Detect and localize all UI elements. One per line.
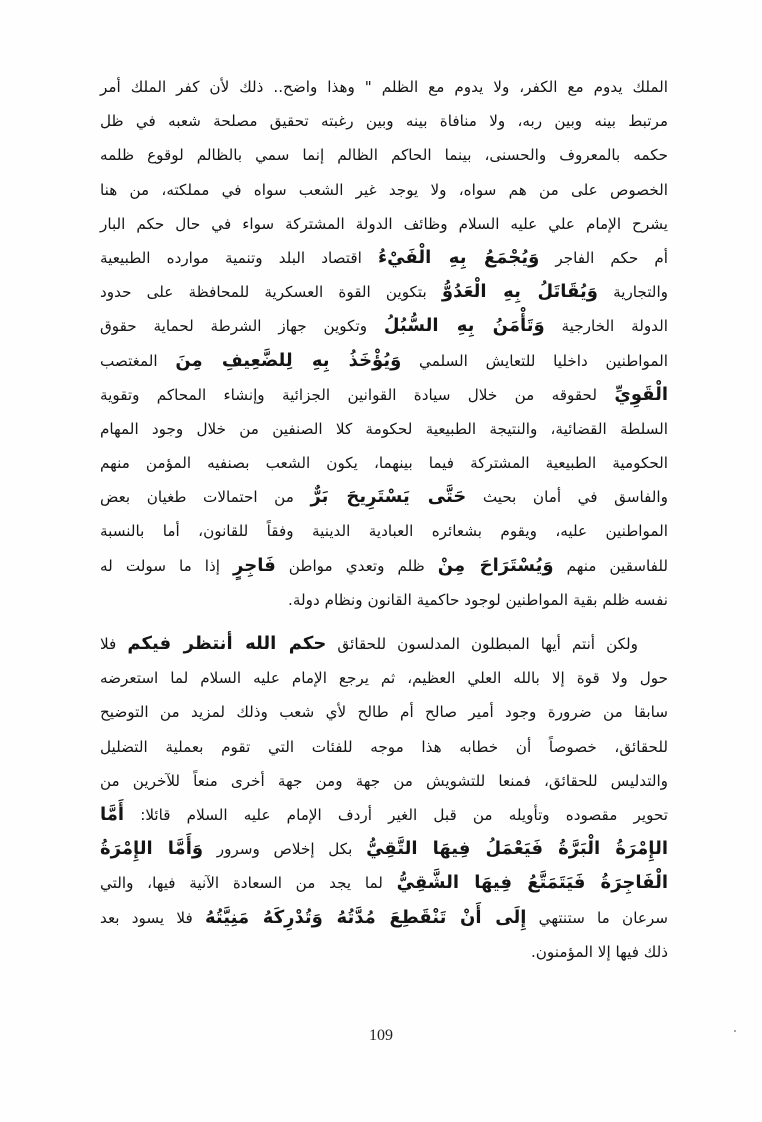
- quoted-text: أَمَّا: [100, 803, 125, 825]
- paragraph: [100, 70, 668, 617]
- text-line: [100, 549, 668, 583]
- quoted-text: وَيُسْتَرَاحَ مِنْ: [437, 554, 554, 576]
- quoted-text: وَيُجْمَعُ بِهِ الْفَيْءُ: [377, 246, 540, 268]
- text-line: [100, 412, 668, 446]
- text-line: [100, 378, 668, 412]
- body-text-run: والتدليس للحقائق، فمنعا للتشويش من جهة ومن جهة أخرى منعاً للآخرين من: [100, 771, 668, 790]
- text-line: [100, 480, 668, 514]
- body-text-run: سابقا من ضرورة وجود أمير صالح أم طالح لأي شعب وذلك لمزيد من التوضيح: [100, 703, 668, 722]
- body-text-run: المواطنين داخليا للتعايش السلمي: [401, 351, 668, 370]
- text-line: [100, 627, 668, 661]
- body-text-run: مرتبط بينه وبين ربه، ولا منافاة بينه وبين رغبته تحقيق مصلحة شعبه في ظل: [100, 112, 668, 131]
- quoted-text: الْقَوِيِّ: [614, 383, 668, 405]
- scan-speck: [734, 1030, 736, 1032]
- body-text-run: حكمه بالمعروف والحسنى، بينما الحاكم الظالم إنما سمي بالظالم لوقوع ظلمه: [100, 146, 668, 165]
- body-text-run: لحقوقه من خلال سيادة القوانين الجزائية وإنشاء المحاكم وتقوية: [100, 385, 615, 404]
- body-text-run: حول ولا قوة إلا بالله العلي العظيم، ثم يرجع الإمام عليه السلام لما استعرضه: [100, 669, 668, 688]
- body-text-run: بتكوين القوة العسكرية للمحافظة على حدود: [100, 283, 442, 302]
- body-text-run: السلطة القضائية، والنتيجة الطبيعية لحكومة كلا الصنفين من خلال وجود المهام: [100, 419, 668, 438]
- quoted-text: حَتَّى يَسْتَرِيحَ بَرٌّ: [310, 486, 467, 508]
- text-line: [100, 832, 668, 866]
- text-line: [100, 695, 668, 729]
- body-text-run: أم حكم الفاجر: [539, 248, 668, 267]
- text-line: [100, 275, 668, 309]
- body-text-run: إذا ما سولت له: [100, 556, 234, 575]
- quoted-text: إِلَى أَنْ تَنْقَطِعَ مُدَّتُهُ وَتُدْرِكَهُ مَنِيَّتُهُ: [204, 906, 527, 928]
- body-text-run: فلا يسود بعد: [100, 908, 205, 927]
- body-text-run: المغتصب: [100, 351, 176, 370]
- body-text-run: سرعان ما ستنتهي: [526, 908, 668, 927]
- body-text-run: لما يجد من السعادة الآنية فيها، والتي: [100, 874, 397, 893]
- text-line: [100, 309, 668, 343]
- quoted-text: وَتَأْمَنُ بِهِ السُّبُلُ: [383, 315, 545, 337]
- body-text-run: من احتمالات طغيان بعض: [100, 488, 311, 507]
- quoted-text: الْفَاجِرَةُ فَيَتَمَتَّعُ فِيهَا الشَّقِيُّ: [396, 872, 668, 894]
- body-text-run: الدولة الخارجية: [544, 317, 668, 336]
- quoted-text: وَيُقَاتَلُ بِهِ الْعَدُوُّ: [441, 281, 598, 303]
- text-line: [100, 764, 668, 798]
- body-text-run: للحقائق، خصوصاً أن خطابه هذا موجه للفئات التي تقوم بعملية التضليل: [100, 737, 668, 756]
- text-line: [100, 173, 668, 207]
- text-line: [100, 866, 668, 900]
- body-text-run: الخصوص على من هم سواه، ولا يوجد غير الشعب سواه في مملكته، من هنا: [100, 180, 668, 199]
- body-text-run: تحوير مقصوده وتأويله من قبل الغير أردف الإمام عليه السلام قائلا:: [124, 805, 668, 824]
- quoted-text: فَاجِرٍ: [233, 554, 276, 576]
- text-line: [100, 730, 668, 764]
- text-line: [100, 104, 668, 138]
- paragraph: [100, 627, 668, 969]
- quoted-text: وَأَمَّا الإِمْرَةُ: [100, 838, 204, 860]
- text-line: [100, 514, 668, 548]
- text-line: [100, 583, 668, 617]
- body-text-run: الملك يدوم مع الكفر، ولا يدوم مع الظلم " وهذا واضح.. ذلك لأن كفر الملك أمر: [100, 78, 668, 96]
- body-text-run: اقتصاد البلد وتنمية موارده الطبيعية: [100, 248, 378, 267]
- body-text: [100, 70, 668, 969]
- body-text-run: الحكومية الطبيعية المشتركة فيما بينهما، يكون الشعب بصنفيه المؤمن منهم: [100, 454, 668, 473]
- text-line: [100, 70, 668, 104]
- paragraph-gap: [100, 617, 668, 627]
- body-text-run: يشرح الإمام علي عليه السلام وظائف الدولة المشتركة سواء في حال حكم البار: [100, 214, 668, 233]
- text-line: [100, 798, 668, 832]
- body-text-run: والتجارية: [597, 283, 668, 302]
- quoted-text: الإِمْرَةُ الْبَرَّةُ فَيَعْمَلُ فِيهَا التَّقِيُّ: [366, 838, 668, 860]
- text-line: [100, 661, 668, 695]
- body-text-run: بكل إخلاص وسرور: [203, 840, 367, 859]
- quoted-text: حكم الله أنتظر فيكم: [127, 633, 327, 654]
- body-text-run: والفاسق في أمان بحيث: [466, 488, 668, 507]
- text-line: [100, 901, 668, 935]
- text-line: [100, 935, 668, 969]
- body-text-run: للفاسقين منهم: [553, 556, 668, 575]
- body-text-run: فلا: [100, 635, 128, 653]
- text-line: [100, 207, 668, 241]
- text-line: [100, 344, 668, 378]
- body-text-run: ظلم وتعدي مواطن: [275, 556, 438, 575]
- body-text-run: المواطنين عليه، ويقوم بشعائره العبادية الدينية وفقاً للقانون، أما بالنسبة: [100, 522, 668, 541]
- text-line: [100, 446, 668, 480]
- text-line: [100, 241, 668, 275]
- quoted-text: وَيُؤْخَذُ بِهِ لِلضَّعِيفِ مِنَ: [175, 349, 402, 371]
- body-text-run: نفسه ظلم بقية المواطنين لوجود حاكمية القانون ونظام دولة.: [288, 590, 668, 609]
- body-text-run: ولكن أنتم أيها المبطلون المدلسون للحقائق: [326, 635, 638, 653]
- text-line: [100, 138, 668, 172]
- page-number: 109: [369, 1027, 393, 1044]
- body-text-run: وتكوين جهاز الشرطة لحماية حقوق: [100, 317, 384, 336]
- body-text-run: ذلك فيها إلا المؤمنون.: [530, 942, 668, 961]
